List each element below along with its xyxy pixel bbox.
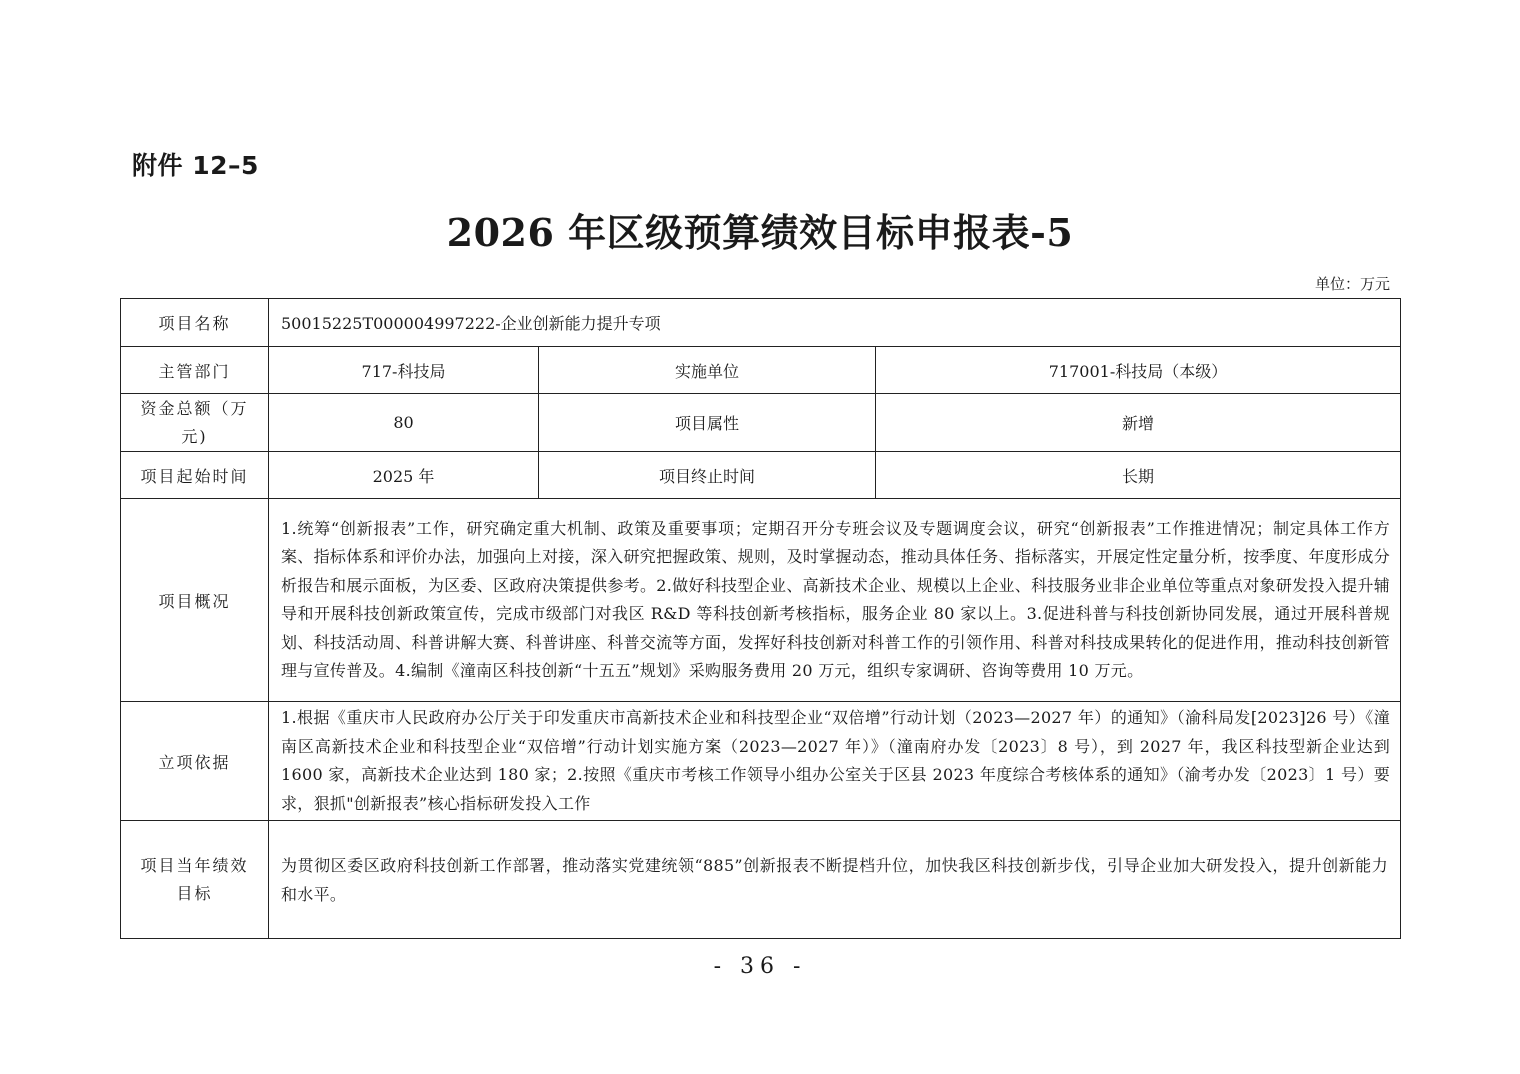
table-row [121,347,1401,394]
end-time-label: 项目终止时间 [539,452,876,499]
table-row [121,394,1401,452]
goal-text: 为贯彻区委区政府科技创新工作部署，推动落实党建统领“885”创新报表不断提档升位，加快我区科技创新步伐，引导企业加大研发投入，提升创新能力和水平。 [269,821,1401,939]
project-attr-label: 项目属性 [539,394,876,452]
table-row [121,702,1401,821]
project-attr-value: 新增 [876,394,1401,452]
dept-label: 主管部门 [121,347,269,394]
table-row [121,821,1401,939]
start-time-label: 项目起始时间 [121,452,269,499]
fund-total-label [121,394,269,452]
goal-label-line1: 项目当年绩效 [140,855,249,875]
basis-label: 立项依据 [121,702,269,821]
overview-label: 项目概况 [121,499,269,702]
dept-value: 717-科技局 [269,347,539,394]
impl-unit-label: 实施单位 [539,347,876,394]
start-time-value: 2025 年 [269,452,539,499]
table-row [121,299,1401,347]
goal-label [121,821,269,939]
impl-unit-value: 717001-科技局（本级） [876,347,1401,394]
project-name-label: 项目名称 [121,299,269,347]
table-row [121,499,1401,702]
fund-total-value: 80 [269,394,539,452]
overview-text: 1.统筹“创新报表”工作，研究确定重大机制、政策及重要事项；定期召开分专班会议及专题调度会议，研究“创新报表”工作推进情况；制定具体工作方案、指标体系和评价办法，加强向上对接，深入研究把握政策、规则，及时掌握动态，推动具体任务、指标落实，开展定性定量分析，按季度、年度形成分析报告和展示面板，为区委、区政府决策提供参考。2.做好科技型企业、高新技术企业、规模以上企业、科技服务业非企业单位等重点对象研发投入提升辅导和开展科技创新政策宣传，完成市级部门对我区 R&D 等科技创新考核指标，服务企业 80 家以上。3.促进科普与科技创新协同发展，通过开展科普规划、科技活动周、科普讲解大赛、科普讲座、科普交流等方面，发挥好科技创新对科普工作的引领作用、科普对科技成果转化的促进作用，推动科技创新管理与宣传普及。4.编制《潼南区科技创新“十五五”规划》采购服务费用 20 万元，组织专家调研、咨询等费用 10 万元。 [269,499,1401,702]
goal-label-line2: 目标 [176,883,213,903]
page-title: 2026 年区级预算绩效目标申报表-5 [446,210,1074,255]
fund-total-label-line1: 资金总额（万 [140,398,249,418]
end-time-value: 长期 [876,452,1401,499]
project-name-value: 50015225T000004997222-企业创新能力提升专项 [269,299,1401,347]
fund-total-label-line2: 元) [181,426,208,446]
page-number: - 36 - [713,954,807,979]
attachment-label: 附件 12–5 [132,151,259,180]
budget-performance-table [120,298,1401,939]
table-row [121,452,1401,499]
basis-text: 1.根据《重庆市人民政府办公厅关于印发重庆市高新技术企业和科技型企业“双倍增”行动计划（2023—2027 年）的通知》（渝科局发[2023]26 号）《潼南区高新技术企业和科技型企业“双倍增”行动计划实施方案（2023—2027 年）》（潼南府办发〔2023〕8 号），到 2027 年，我区科技型新企业达到 1600 家，高新技术企业达到 180 家；2.按照《重庆市考核工作领导小组办公室关于区县 2023 年度综合考核体系的通知》（渝考办发〔2023〕1 号）要求，狠抓"创新报表”核心指标研发投入工作 [269,702,1401,821]
unit-label: 单位：万元 [1314,275,1390,293]
